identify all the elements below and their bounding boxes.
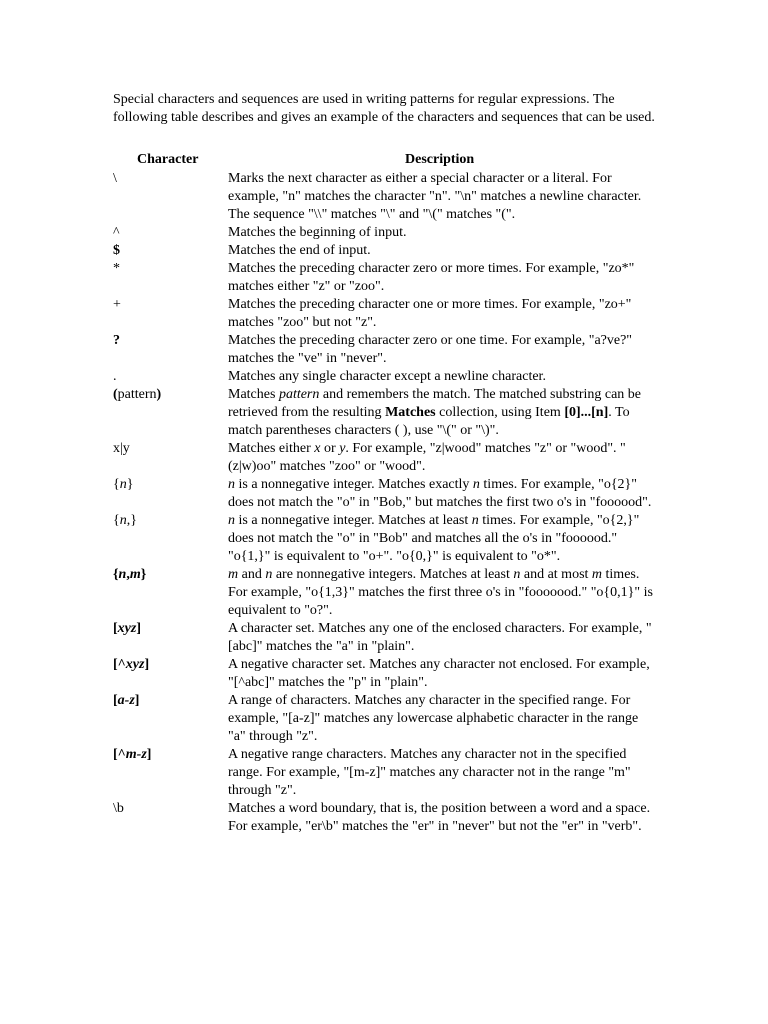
description-cell: Matches the preceding character zero or one time. For example, "a?ve?" matches the "ve" in "never". xyxy=(228,333,633,366)
character-cell: {n} xyxy=(113,477,134,492)
description-cell: Matches any single character except a newline character. xyxy=(228,369,546,384)
character-cell: $ xyxy=(113,243,120,258)
description-cell: A negative range characters. Matches any character not in the specified range. For example, "[m-z]" matches any character not in the range "m" through "z". xyxy=(228,747,631,798)
document-page xyxy=(113,91,658,836)
description-cell: A negative character set. Matches any character not enclosed. For example, "[^abc]" matches the "p" in "plain". xyxy=(228,657,650,690)
table-row xyxy=(113,242,658,260)
table-header xyxy=(113,152,658,170)
intro-paragraph: Special characters and sequences are used in writing patterns for regular expressions. The following table describes and gives an example of the characters and sequences that can be used. xyxy=(113,92,655,125)
description-cell: Matches the end of input. xyxy=(228,243,371,258)
description-cell: Matches either x or y. For example, "z|wood" matches "z" or "wood". "(z|w)oo" matches "zoo" or "wood". xyxy=(228,441,626,474)
character-cell: {n,} xyxy=(113,513,137,528)
description-cell: Matches the preceding character zero or more times. For example, "zo*" matches either "z" or "zoo". xyxy=(228,261,635,294)
table-row xyxy=(113,440,658,476)
table-row xyxy=(113,620,658,656)
description-cell: n is a nonnegative integer. Matches at least n times. For example, "o{2,}" does not match the "o" in "Bob" and matches all the o's in "foooood." "o{1,}" is equivalent to "o+". "o{0,}" is equivalent to "o*". xyxy=(228,513,640,564)
table-row xyxy=(113,746,658,800)
character-cell: . xyxy=(113,369,117,384)
character-cell: {n,m} xyxy=(113,567,147,582)
character-cell: (pattern) xyxy=(113,387,162,402)
description-cell: Matches the preceding character one or more times. For example, "zo+" matches "zoo" but not "z". xyxy=(228,297,632,330)
description-column-header: Description xyxy=(405,152,475,167)
table-row xyxy=(113,512,658,566)
table-row xyxy=(113,656,658,692)
table-row xyxy=(113,566,658,620)
description-cell: Matches pattern and remembers the match. The matched substring can be retrieved from the resulting Matches collection, using Item [0]...[n]. To match parentheses characters ( ), use "\(" or "\)". xyxy=(228,387,642,438)
description-cell: A range of characters. Matches any character in the specified range. For example, "[a-z]" matches any lowercase alphabetic character in the range "a" through "z". xyxy=(228,693,639,744)
table-row xyxy=(113,260,658,296)
character-cell: + xyxy=(113,297,121,312)
character-cell: \b xyxy=(113,801,124,816)
table-row xyxy=(113,368,658,386)
regex-table-body xyxy=(113,170,658,836)
character-cell: \ xyxy=(113,171,117,186)
table-row xyxy=(113,800,658,836)
table-row xyxy=(113,692,658,746)
description-cell: Matches a word boundary, that is, the position between a word and a space. For example, "er\b" matches the "er" in "never" but not the "er" in "verb". xyxy=(228,801,651,834)
table-row xyxy=(113,296,658,332)
character-cell: [^xyz] xyxy=(113,657,150,672)
character-cell: * xyxy=(113,261,120,276)
character-cell: [^m-z] xyxy=(113,747,152,762)
character-column-header: Character xyxy=(137,152,199,167)
description-cell: m and n are nonnegative integers. Matches at least n and at most m times. For example, "o{1,3}" matches the first three o's in "fooooood." "o{0,1}" is equivalent to "o?". xyxy=(228,567,653,618)
description-cell: A character set. Matches any one of the enclosed characters. For example, "[abc]" matches the "a" in "plain". xyxy=(228,621,652,654)
character-cell: x|y xyxy=(113,441,130,456)
table-row xyxy=(113,476,658,512)
character-cell: [a-z] xyxy=(113,693,140,708)
description-cell: Matches the beginning of input. xyxy=(228,225,407,240)
description-cell: Marks the next character as either a special character or a literal. For example, "n" matches the character "n". "\n" matches a newline character. The sequence "\\" matches "\" and "\(" matches "(". xyxy=(228,171,642,222)
table-row xyxy=(113,386,658,440)
character-cell: ^ xyxy=(113,225,120,240)
table-row xyxy=(113,224,658,242)
description-cell: n is a nonnegative integer. Matches exactly n times. For example, "o{2}" does not match the "o" in "Bob," but matches the first two o's in "foooood". xyxy=(228,477,652,510)
table-row xyxy=(113,332,658,368)
character-cell: [xyz] xyxy=(113,621,142,636)
character-cell: ? xyxy=(113,333,120,348)
table-row xyxy=(113,170,658,224)
